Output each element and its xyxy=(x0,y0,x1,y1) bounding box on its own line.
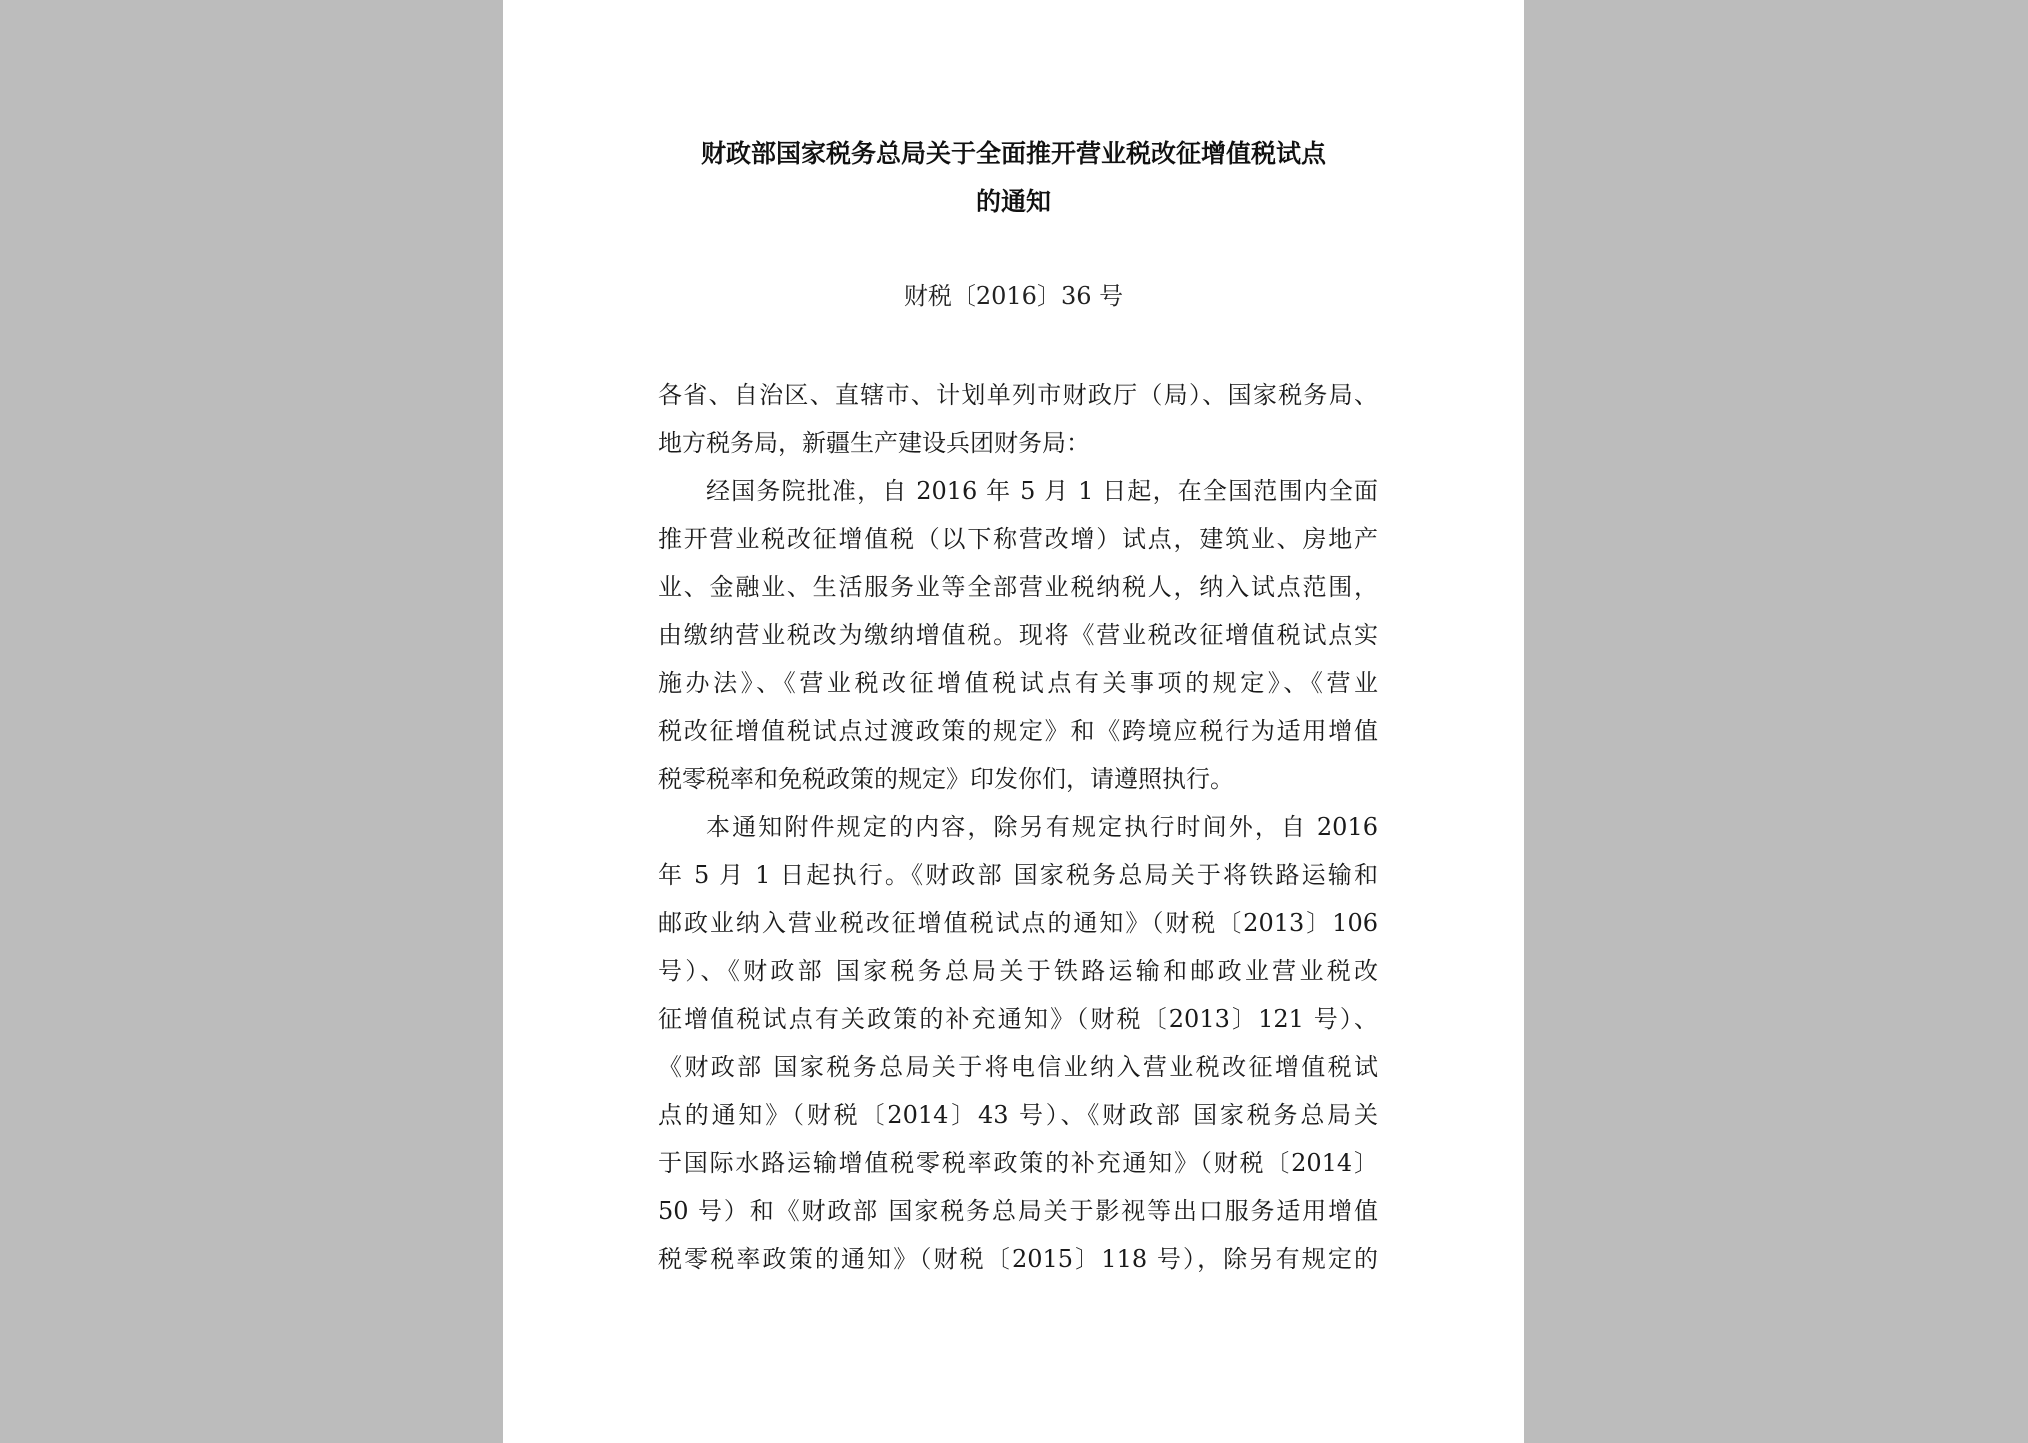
paragraph-line: 征增值税试点有关政策的补充通知》（财税〔2013〕121 号）、 xyxy=(658,1005,1378,1033)
document-body xyxy=(658,371,1378,1283)
paragraph-line: 税零税率政策的通知》（财税〔2015〕118 号），除另有规定的 xyxy=(658,1245,1378,1273)
title-line-1: 财政部国家税务总局关于全面推开营业税改征增值税试点 xyxy=(700,139,1326,168)
title-line-2: 的通知 xyxy=(975,187,1051,216)
paragraph-line: 点的通知》（财税〔2014〕43 号）、《财政部 国家税务总局关 xyxy=(658,1101,1378,1129)
paragraph-line: 推开营业税改征增值税（以下称营改增）试点，建筑业、房地产 xyxy=(658,525,1378,553)
paragraph-line: 于国际水路运输增值税零税率政策的补充通知》（财税〔2014〕 xyxy=(658,1149,1378,1177)
paragraph-line: 年 5 月 1 日起执行。《财政部 国家税务总局关于将铁路运输和 xyxy=(658,861,1378,889)
paragraph-line: 本通知附件规定的内容，除另有规定执行时间外，自 2016 xyxy=(706,813,1378,841)
document-number: 财税〔2016〕36 号 xyxy=(903,282,1124,310)
addressee-line: 各省、自治区、直辖市、计划单列市财政厅（局）、国家税务局、 xyxy=(658,381,1378,409)
paragraph-line: 业、金融业、生活服务业等全部营业税纳税人，纳入试点范围， xyxy=(658,573,1378,601)
paragraph-line: 税零税率和免税政策的规定》印发你们，请遵照执行。 xyxy=(658,765,1234,793)
document-title xyxy=(503,130,1524,226)
paragraph-line: 邮政业纳入营业税改征增值税试点的通知》（财税〔2013〕106 xyxy=(658,909,1378,937)
paragraph-line: 施办法》、《营业税改征增值税试点有关事项的规定》、《营业 xyxy=(658,669,1378,697)
paragraph-line: 号）、《财政部 国家税务总局关于铁路运输和邮政业营业税改 xyxy=(658,957,1378,985)
document-page xyxy=(503,0,1524,1443)
paragraph-line: 经国务院批准，自 2016 年 5 月 1 日起，在全国范围内全面 xyxy=(706,477,1378,505)
paragraph-line: 50 号）和《财政部 国家税务总局关于影视等出口服务适用增值 xyxy=(658,1197,1378,1225)
paragraph-line: 由缴纳营业税改为缴纳增值税。现将《营业税改征增值税试点实 xyxy=(658,621,1378,649)
paragraph-line: 税改征增值税试点过渡政策的规定》和《跨境应税行为适用增值 xyxy=(658,717,1378,745)
paragraph-line: 《财政部 国家税务总局关于将电信业纳入营业税改征增值税试 xyxy=(658,1053,1378,1081)
addressee-line: 地方税务局，新疆生产建设兵团财务局： xyxy=(658,429,1090,457)
